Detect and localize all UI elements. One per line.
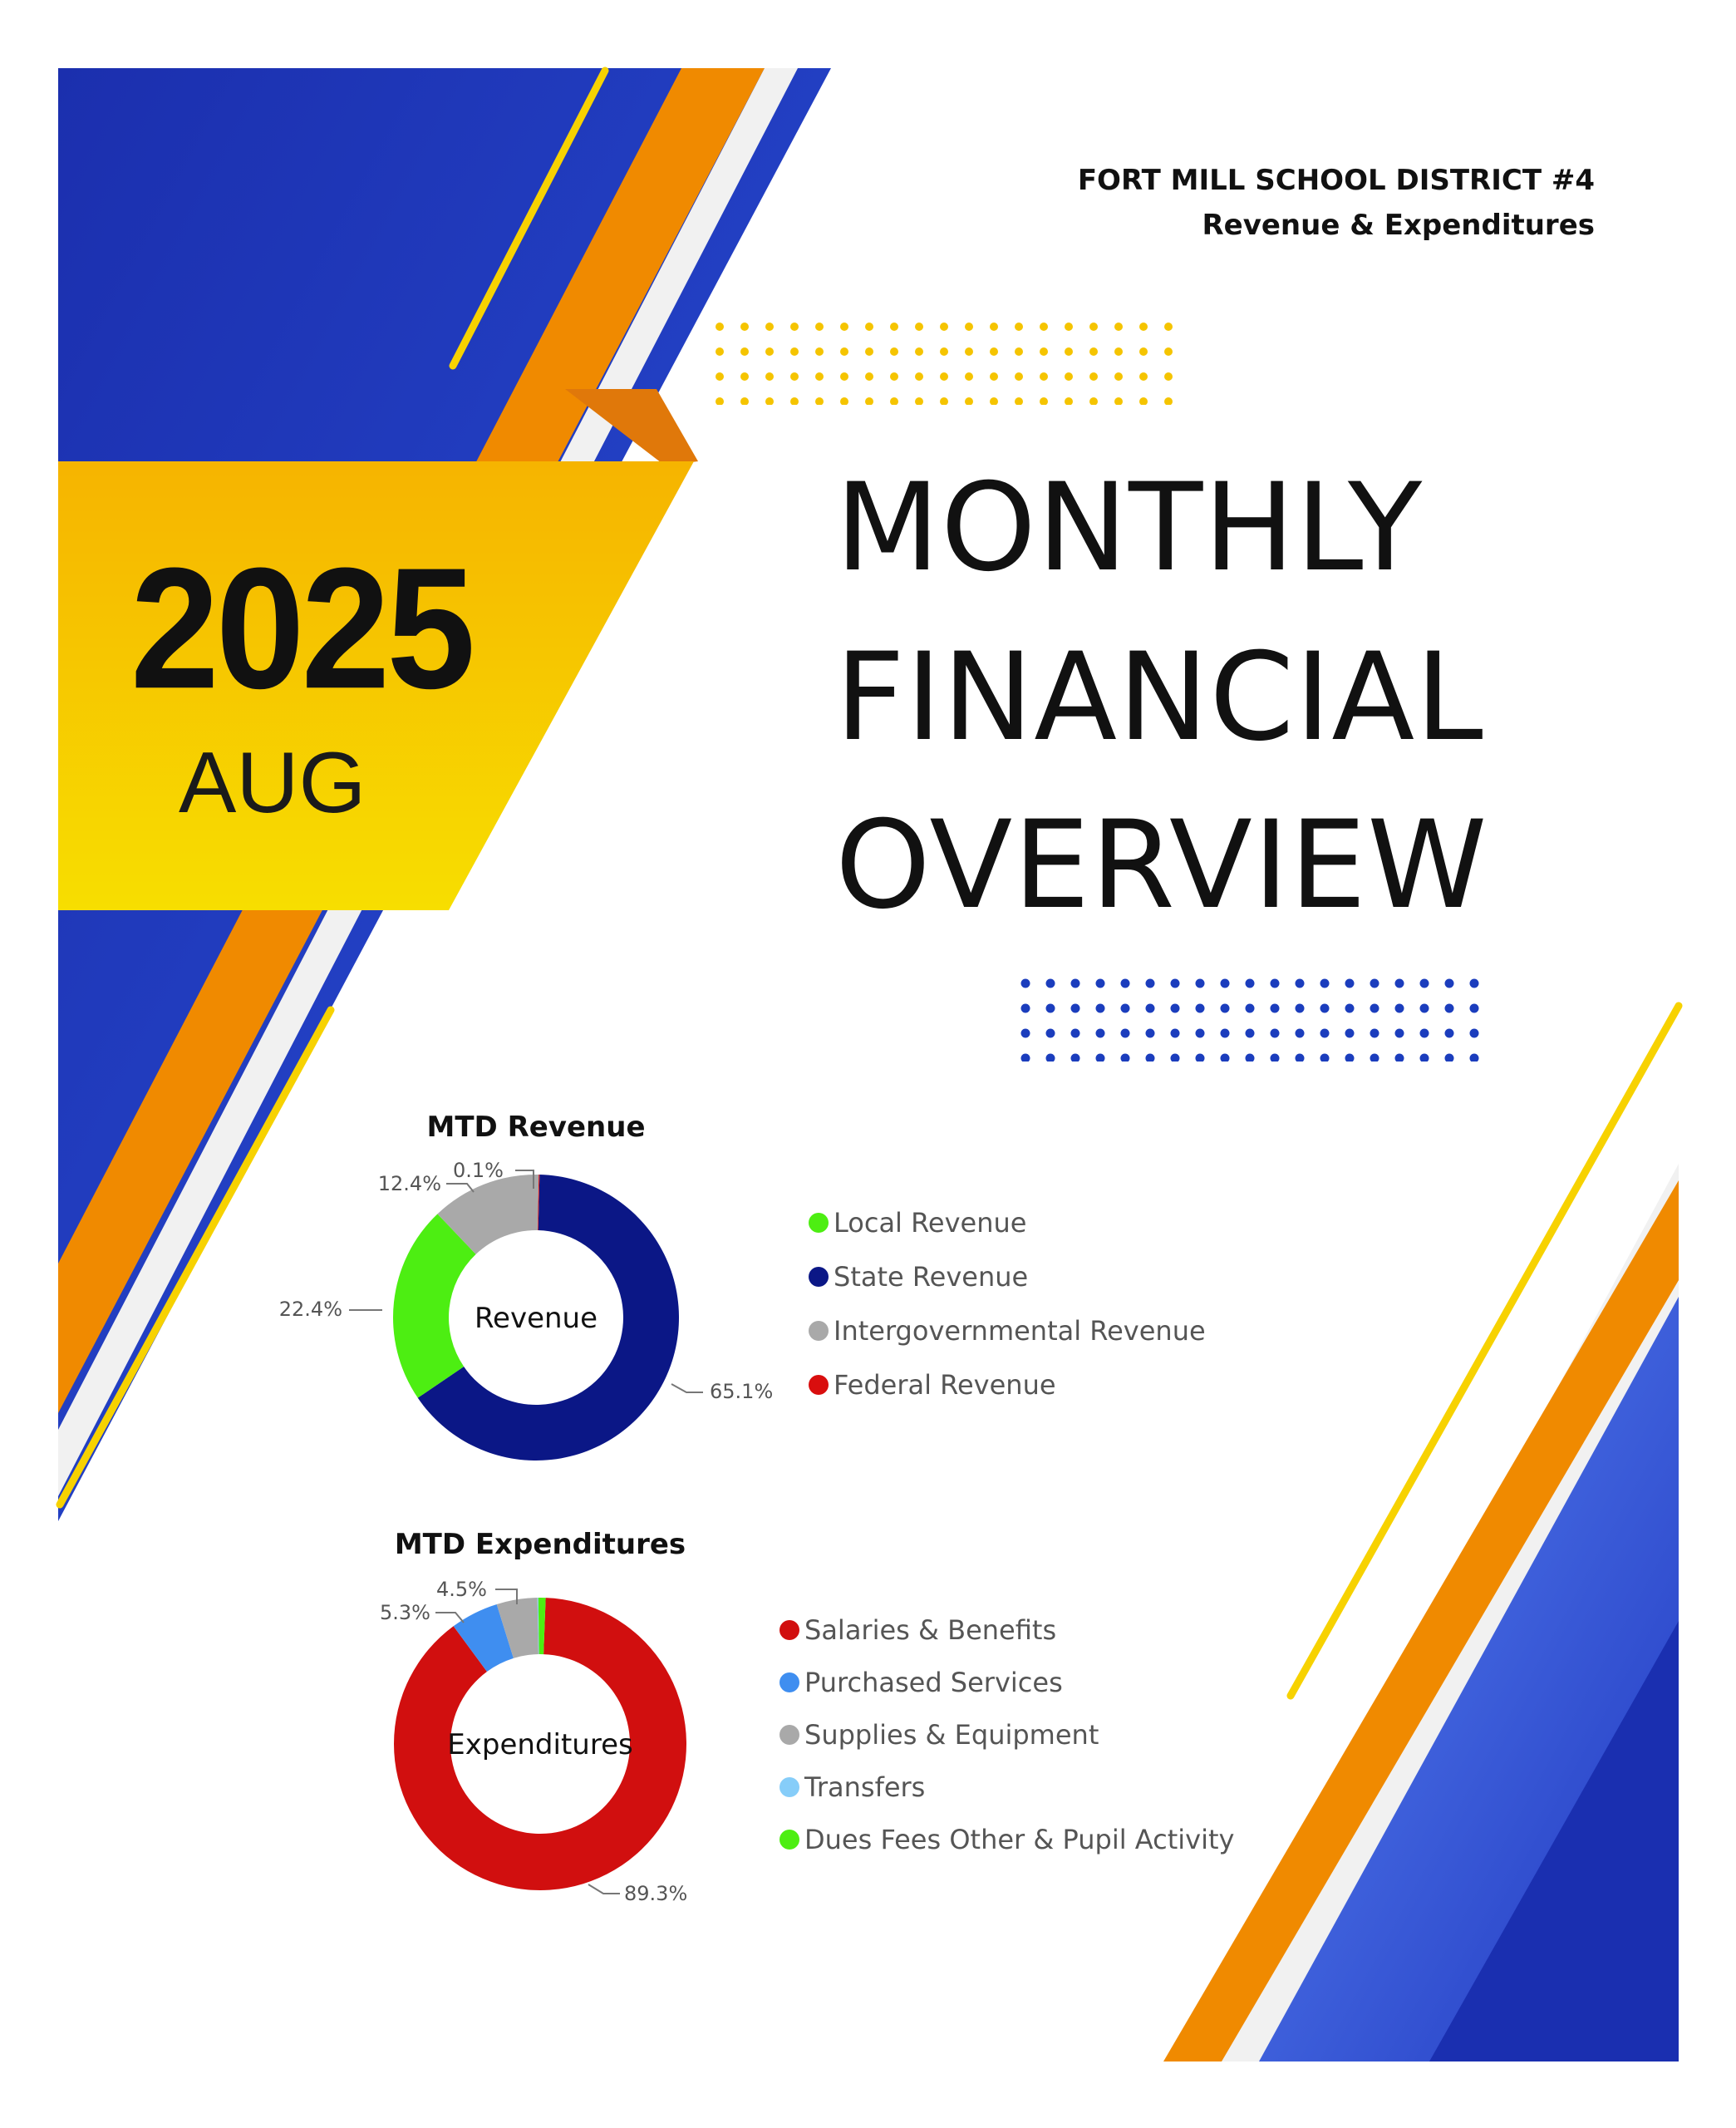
leader-line [588,1884,620,1894]
legend-marker-purchased-services [779,1672,799,1692]
value-label-state-revenue: 65.1% [710,1380,774,1403]
report-month: AUG [179,735,366,831]
report-subtitle: Revenue & Expenditures [1202,209,1595,242]
legend-marker-salaries-and-benefits [779,1620,799,1640]
legend-marker-transfers [779,1777,799,1797]
chart-title: MTD Expenditures [394,1528,686,1561]
legend-marker-state-revenue [809,1267,829,1287]
legend-item-dues-fees-other-and-pupil-activity: Dues Fees Other & Pupil Activity [804,1824,1235,1855]
value-label-supplies-and-equipment: 4.5% [436,1578,487,1601]
value-label-salaries-and-benefits: 89.3% [624,1882,688,1905]
report-year: 2025 [130,531,473,725]
title-line-financial: FINANCIAL [835,627,1484,768]
donut-center-label: Expenditures [447,1728,633,1761]
value-label-intergovernmental-revenue: 12.4% [377,1172,441,1195]
legend-marker-local-revenue [809,1213,829,1233]
leader-line [671,1384,703,1392]
legend-marker-federal-revenue [809,1375,829,1395]
legend-item-purchased-services: Purchased Services [804,1667,1063,1698]
title-line-monthly: MONTHLY [835,457,1424,598]
legend-marker-intergovernmental-revenue [809,1321,829,1341]
legend-item-transfers: Transfers [804,1771,926,1803]
district-name: FORT MILL SCHOOL DISTRICT #4 [1077,164,1595,197]
legend-item-local-revenue: Local Revenue [834,1207,1027,1239]
legend-item-state-revenue: State Revenue [834,1261,1029,1293]
legend-item-salaries-and-benefits: Salaries & Benefits [804,1614,1057,1646]
leader-line [446,1184,474,1192]
expenditures-chart [380,1528,1234,1905]
donut-center-label: Revenue [474,1302,598,1335]
chart-title: MTD Revenue [426,1111,646,1144]
revenue-chart [279,1111,1206,1461]
leader-line [435,1613,464,1623]
title-line-overview: OVERVIEW [835,795,1488,936]
legend-item-federal-revenue: Federal Revenue [834,1369,1056,1401]
legend-item-intergovernmental-revenue: Intergovernmental Revenue [834,1315,1206,1347]
value-label-purchased-services: 5.3% [380,1601,430,1624]
value-label-federal-revenue: 0.1% [453,1159,504,1182]
value-label-local-revenue: 22.4% [278,1298,342,1321]
legend-item-supplies-and-equipment: Supplies & Equipment [804,1719,1099,1751]
legend-marker-supplies-and-equipment [779,1725,799,1745]
legend-marker-dues-fees-other-and-pupil-activity [779,1830,799,1850]
